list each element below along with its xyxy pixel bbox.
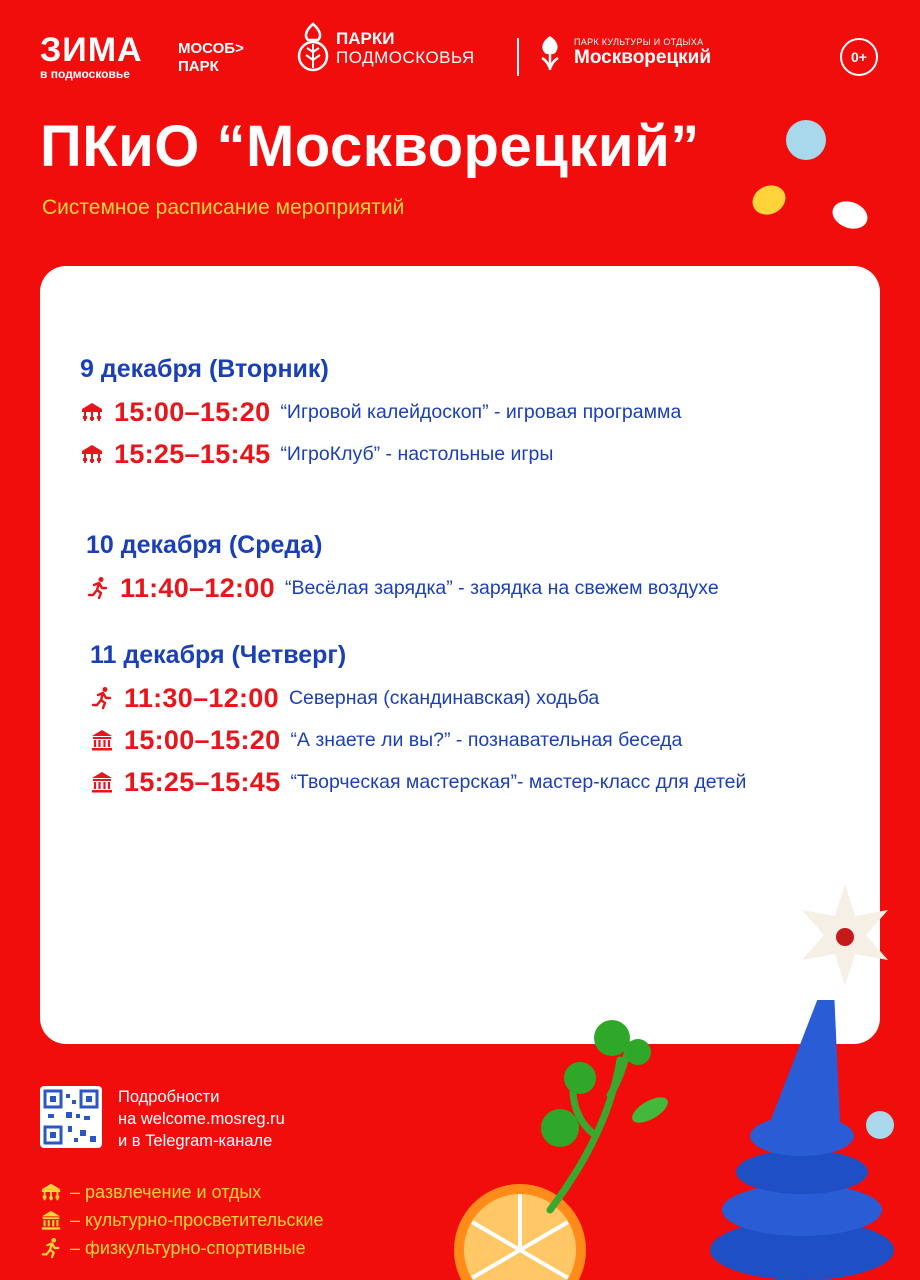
event-row — [86, 574, 719, 602]
decor-illustration — [420, 1000, 920, 1280]
legend-label: – развлечение и отдых — [70, 1181, 262, 1202]
parki-logo-line2: ПОДМОСКОВЬЯ — [336, 48, 475, 67]
carousel-icon — [40, 1181, 62, 1203]
decor-dot-white — [829, 197, 872, 234]
orange-slice-icon — [454, 1184, 586, 1280]
event-row — [90, 768, 746, 796]
qr-code[interactable] — [40, 1086, 102, 1148]
day-title: 10 декабря (Среда) — [86, 531, 323, 559]
page-title: ПКиО “Москворецкий” — [40, 114, 700, 179]
qr-code-icon — [40, 1086, 102, 1148]
event-time: 15:00–15:20 — [114, 396, 271, 427]
day-block-1 — [80, 354, 681, 468]
details-line: Подробности — [118, 1088, 220, 1106]
tulip-icon — [534, 32, 566, 72]
details-link[interactable]: на welcome.mosreg.ru — [118, 1110, 285, 1128]
parki-logo-line1: ПАРКИ — [336, 29, 395, 48]
legend-item — [40, 1234, 324, 1262]
event-desc: Северная (скандинавская) ходьба — [288, 686, 600, 709]
event-row — [90, 684, 746, 712]
legend-label: – культурно-просветительские — [70, 1209, 324, 1230]
day-block-3 — [90, 640, 746, 796]
details-text — [118, 1086, 285, 1152]
moskvoretsky-park-logo — [534, 32, 711, 72]
event-row — [90, 726, 746, 754]
legend-label: – физкультурно-спортивные — [70, 1237, 306, 1258]
zima-logo — [40, 31, 143, 81]
page-subtitle: Системное расписание мероприятий — [42, 196, 405, 219]
event-time: 11:30–12:00 — [124, 682, 279, 713]
decor-dot-yellow — [748, 180, 791, 220]
event-row — [80, 440, 681, 468]
event-row — [80, 398, 681, 426]
decor-dot-blue — [866, 1111, 894, 1139]
event-time: 15:25–15:45 — [114, 438, 271, 469]
decor-dot-blue — [786, 120, 826, 160]
carousel-icon — [80, 442, 104, 466]
event-desc: “ИгроКлуб” - настольные игры — [280, 442, 554, 465]
knitted-tree-icon — [710, 1000, 894, 1280]
carousel-icon — [80, 400, 104, 424]
event-desc: “Игровой калейдоскоп” - игровая программа — [280, 400, 682, 423]
legend-item — [40, 1178, 324, 1206]
event-time: 15:00–15:20 — [124, 724, 281, 755]
day-block-2 — [86, 530, 719, 602]
museum-icon — [40, 1209, 62, 1231]
event-time: 11:40–12:00 — [120, 572, 275, 603]
mosobpark-logo — [178, 40, 244, 76]
park-logo-sub: ПАРК КУЛЬТУРЫ И ОТДЫХА — [574, 36, 704, 47]
berry-branch-icon — [541, 1020, 672, 1210]
runner-icon — [90, 686, 114, 710]
day-title: 11 декабря (Четверг) — [90, 641, 347, 669]
event-desc: “Весёлая зарядка” - зарядка на свежем воздухе — [284, 576, 719, 599]
mosobpark-logo-line2: ПАРК — [178, 58, 219, 75]
day-title: 9 декабря (Вторник) — [80, 355, 329, 383]
details-line: и в Telegram-канале — [118, 1132, 273, 1150]
zima-logo-title: ЗИМА — [40, 31, 143, 69]
runner-icon — [40, 1237, 62, 1259]
park-logo-main: Москворецкий — [574, 46, 712, 68]
museum-icon — [90, 728, 114, 752]
zima-logo-subtitle: в подмосковье — [40, 67, 130, 81]
mosobpark-logo-line1: МОСОБ> — [178, 40, 244, 57]
runner-icon — [86, 576, 110, 600]
park-leaf-icon — [296, 22, 330, 74]
legend — [40, 1178, 324, 1262]
age-rating-badge: 0+ — [840, 38, 878, 76]
event-desc: “Творческая мастерская”- мастер-класс для детей — [290, 770, 747, 793]
legend-item — [40, 1206, 324, 1234]
event-desc: “А знаете ли вы?” - познавательная беседа — [290, 728, 683, 751]
star-icon — [790, 880, 900, 990]
header-divider — [517, 38, 519, 76]
event-time: 15:25–15:45 — [124, 766, 281, 797]
parki-podmoskovya-logo — [296, 22, 475, 74]
museum-icon — [90, 770, 114, 794]
